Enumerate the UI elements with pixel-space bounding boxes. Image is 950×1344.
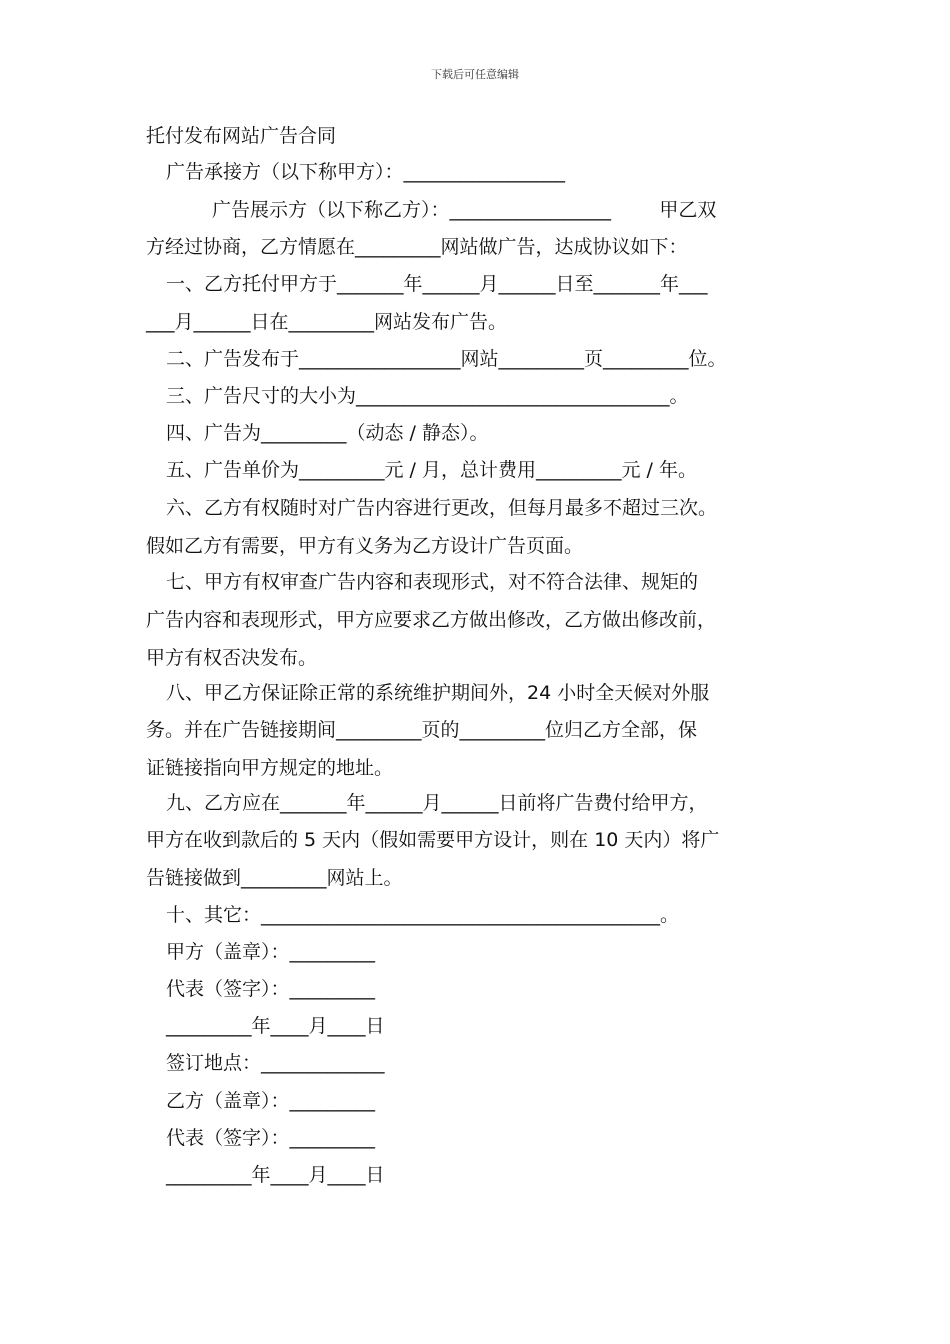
signature-line: 乙方（盖章）：_________ xyxy=(166,1090,376,1112)
clause-line: 八、甲乙方保证除正常的系统维护期间外，24 小时全天候对外服 xyxy=(166,682,710,704)
clause-line: 证链接指向甲方规定的地址。 xyxy=(146,757,394,779)
clause-line: 广告承接方（以下称甲方）：_________________ xyxy=(166,161,566,183)
clause-line: 二、广告发布于_________________网站_________页_________位。 xyxy=(166,348,727,370)
clause-line: 十、其它：__________________________________________。 xyxy=(166,904,680,926)
clause-line: 一、乙方托付甲方于_______年______月______日至_______年___ xyxy=(166,273,708,295)
signature-line: 签订地点：_____________ xyxy=(166,1052,385,1074)
clause-line: 甲方在收到款后的 5 天内（假如需要甲方设计，则在 10 天内）将广 xyxy=(146,829,720,851)
signature-line: 甲方（盖章）：_________ xyxy=(166,941,376,963)
page-header: 下载后可任意编辑 xyxy=(431,68,519,81)
clause-line: 四、广告为_________（动态 / 静态）。 xyxy=(166,422,489,444)
clause-line: 七、甲方有权审查广告内容和表现形式，对不符合法律、规矩的 xyxy=(166,571,699,593)
clause-line: 告链接做到_________网站上。 xyxy=(146,867,403,889)
clause-line: 九、乙方应在_______年______月______日前将广告费付给甲方， xyxy=(166,792,708,814)
clause-line: 甲方有权否决发布。 xyxy=(146,647,318,669)
contract-title: 托付发布网站广告合同 xyxy=(146,125,337,147)
clause-line: 假如乙方有需要，甲方有义务为乙方设计广告页面。 xyxy=(146,535,584,557)
signature-line: _________年____月____日 xyxy=(166,1164,385,1186)
clause-line: 方经过协商，乙方情愿在_________网站做广告，达成协议如下： xyxy=(146,236,688,258)
clause-line: 务。并在广告链接期间_________页的_________位归乙方全部，保 xyxy=(146,719,698,741)
clause-line: 三、广告尺寸的大小为_________________________________。 xyxy=(166,385,689,407)
clause-line: 广告展示方（以下称乙方）：_________________ 甲乙双 xyxy=(212,199,717,221)
clause-line: ___月______日在_________网站发布广告。 xyxy=(146,311,508,333)
signature-line: _________年____月____日 xyxy=(166,1015,385,1037)
signature-line: 代表（签字）：_________ xyxy=(166,1127,376,1149)
clause-line: 五、广告单价为_________元 / 月，总计费用_________元 / 年。 xyxy=(166,459,697,481)
signature-line: 代表（签字）：_________ xyxy=(166,978,376,1000)
clause-line: 六、乙方有权随时对广告内容进行更改，但每月最多不超过三次。 xyxy=(166,497,718,519)
clause-line: 广告内容和表现形式，甲方应要求乙方做出修改，乙方做出修改前， xyxy=(146,609,717,631)
